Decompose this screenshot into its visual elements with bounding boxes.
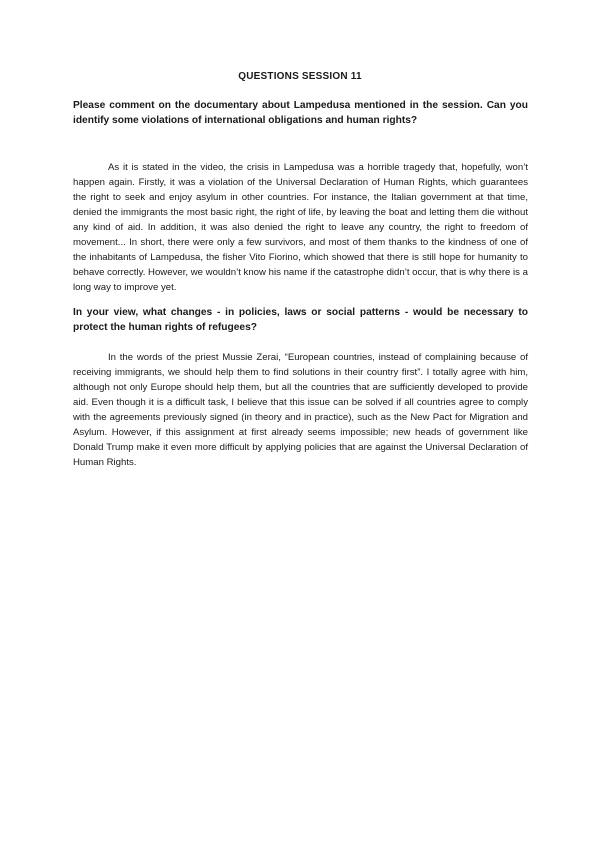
page-title: QUESTIONS SESSION 11 bbox=[238, 71, 362, 82]
question-1: Please comment on the documentary about Lampedusa mentioned in the session. Can you identify some violations of international obligations and human rights? bbox=[73, 100, 528, 126]
answer-1: As it is stated in the video, the crisis in Lampedusa was a horrible tragedy that, hopefully, won’t happen again. Firstly, it was a violation of the Universal Declaration of Human Rights, which guarantees the right to seek and enjoy asylum in other countries. For instance, the Italian government at that time, denied the immigrants the most basic right, the right of life, by leaving the boat and letting them die without any kind of aid. In addition, it was also denied the right to leave any country, the right to freedom of movement... In short, there were only a few survivors, and most of them thanks to the kindness of one of the inhabitants of Lampedusa, the fisher Vito Fiorino, which showed that there is still hope for humanity to behave correctly. However, we wouldn’t know his name if the catastrophe didn’t occur, that is why there is a long way to improve yet. bbox=[73, 162, 528, 293]
question-2: In your view, what changes - in policies, laws or social patterns - would be necessary to protect the human rights of refugees? bbox=[73, 307, 528, 333]
answer-2: In the words of the priest Mussie Zerai, “European countries, instead of complaining because of receiving immigrants, we should help them to find solutions in their country first”. I totally agree with him, although not only Europe should help them, but all the countries that are sufficiently developed to provide aid. Even though it is a difficult task, I believe that this issue can be solved if all countries agree to comply with the agreements previously signed (in theory and in practice), such as the New Pact for Migration and Asylum. However, if this assignment at first already seems impossible; new heads of government like Donald Trump make it even more difficult by applying policies that are against the Universal Declaration of Human Rights. bbox=[73, 352, 528, 468]
